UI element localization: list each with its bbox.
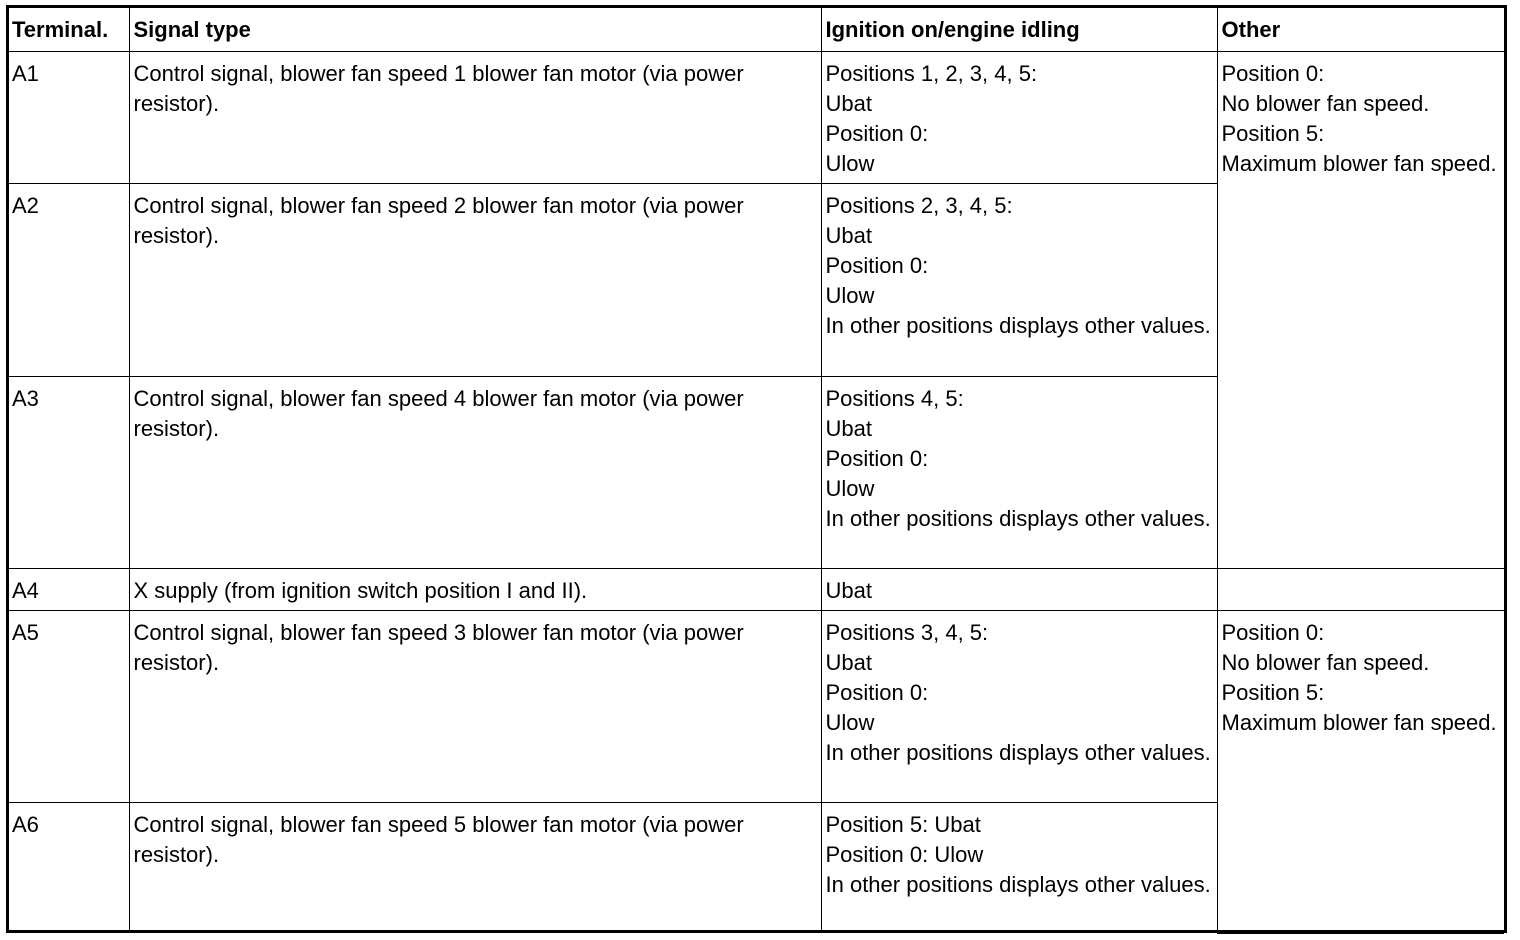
other-line: Maximum blower fan speed. [1221, 150, 1497, 176]
ignition-line: Ubat [825, 415, 872, 441]
signal-cell: Control signal, blower fan speed 2 blower fan motor (via power resistor). [129, 183, 821, 376]
ignition-cell [821, 51, 1217, 183]
ignition-line: In other positions displays other values. [825, 739, 1211, 765]
ignition-cell [821, 568, 1217, 610]
table-row [9, 51, 1504, 183]
terminal-cell: A5 [9, 610, 129, 802]
ignition-line: Ulow [825, 150, 875, 176]
other-line: No blower fan speed. [1221, 649, 1430, 675]
other-line: Maximum blower fan speed. [1221, 709, 1497, 735]
ignition-line: Position 5: Ubat [825, 811, 981, 837]
table-row [9, 568, 1504, 610]
other-line: Position 5: [1221, 120, 1325, 146]
other-line: Position 0: [1221, 60, 1325, 86]
terminal-cell: A1 [9, 51, 129, 183]
header-terminal: Terminal. [9, 8, 129, 51]
ignition-line: Ubat [825, 649, 872, 675]
terminal-cell: A2 [9, 183, 129, 376]
other-cell [1217, 51, 1504, 568]
ignition-line: Position 0: [825, 445, 929, 471]
other-line: Position 5: [1221, 679, 1325, 705]
ignition-line: Positions 2, 3, 4, 5: [825, 192, 1013, 218]
ignition-cell [821, 183, 1217, 376]
ignition-line: Ulow [825, 475, 875, 501]
other-cell-empty [1217, 568, 1504, 610]
ignition-cell [821, 610, 1217, 802]
table-row [9, 610, 1504, 802]
header-other: Other [1217, 8, 1504, 51]
ignition-line: Ubat [825, 222, 872, 248]
ignition-line: Position 0: Ulow [825, 841, 984, 867]
other-line: No blower fan speed. [1221, 90, 1430, 116]
table-header-row [9, 8, 1504, 51]
terminal-signal-table [9, 8, 1504, 934]
signal-cell: Control signal, blower fan speed 1 blower fan motor (via power resistor). [129, 51, 821, 183]
ignition-line: Ubat [825, 577, 872, 603]
ignition-line: Ubat [825, 90, 872, 116]
other-cell [1217, 610, 1504, 933]
ignition-line: Positions 3, 4, 5: [825, 619, 989, 645]
signal-cell: Control signal, blower fan speed 4 blower fan motor (via power resistor). [129, 376, 821, 568]
ignition-line: Position 0: [825, 679, 929, 705]
signal-cell: Control signal, blower fan speed 5 blower fan motor (via power resistor). [129, 802, 821, 933]
ignition-line: Ulow [825, 709, 875, 735]
ignition-line: Ulow [825, 282, 875, 308]
terminal-cell: A6 [9, 802, 129, 933]
other-line: Position 0: [1221, 619, 1325, 645]
header-ignition: Ignition on/engine idling [821, 8, 1217, 51]
terminal-cell: A4 [9, 568, 129, 610]
ignition-line: In other positions displays other values. [825, 871, 1211, 897]
ignition-line: Positions 1, 2, 3, 4, 5: [825, 60, 1038, 86]
header-signal-type: Signal type [129, 8, 821, 51]
ignition-line: In other positions displays other values. [825, 505, 1211, 531]
ignition-line: Position 0: [825, 252, 929, 278]
ignition-line: Positions 4, 5: [825, 385, 964, 411]
terminal-signal-table-frame [6, 5, 1507, 933]
ignition-line: In other positions displays other values. [825, 312, 1211, 338]
ignition-line: Position 0: [825, 120, 929, 146]
terminal-cell: A3 [9, 376, 129, 568]
ignition-cell [821, 376, 1217, 568]
signal-cell: X supply (from ignition switch position I and II). [129, 568, 821, 610]
signal-cell: Control signal, blower fan speed 3 blower fan motor (via power resistor). [129, 610, 821, 802]
ignition-cell [821, 802, 1217, 933]
